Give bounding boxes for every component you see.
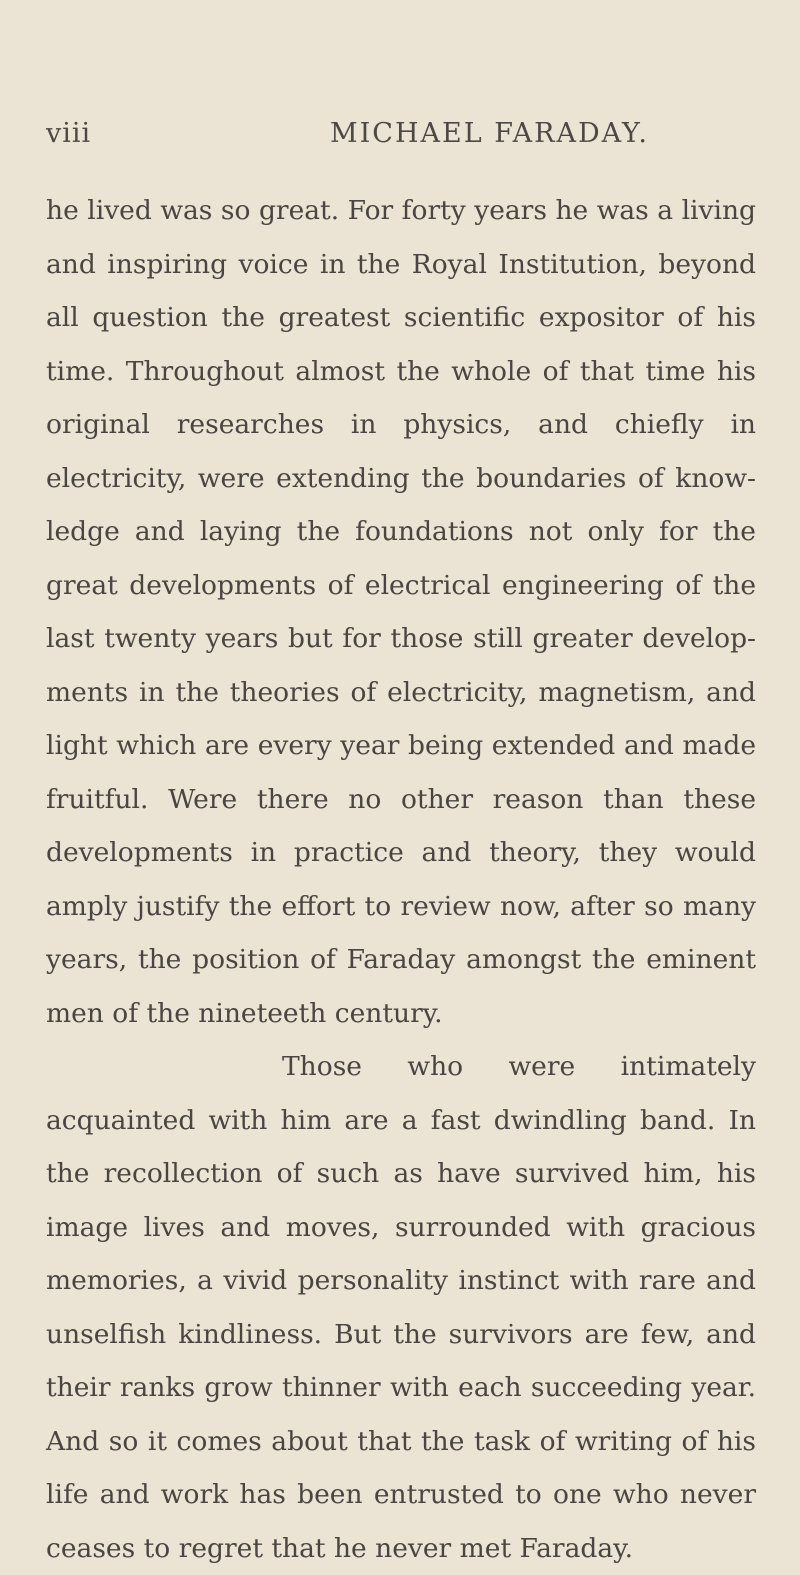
paragraph: Those who were intimately acquainted with him are a fast dwindling band. In the recollection of such as have survived him, his image lives and moves, surrounded with gracious memories, a vivid personality instinct with rare and unselfish kindliness. But the survivors are few, and their ranks grow thinner with each succeeding year. And so it comes about that the task of writing of his life and work has been entrusted to one who never ceases to regret that he never met Faraday. <box>46 1051 756 1564</box>
body-text <box>46 184 756 1575</box>
paragraph-continued: he lived was so great. For forty years he was a living and inspiring voice in the Royal Institution, beyond all question the greatest scientific expositor of his time. Throughout almost the whole of that time his original researches in physics, and chiefly in electricity, were extending the boundaries of know-ledge and laying the foundations not only for the great developments of electrical engineering of the last twenty years but for those still greater develop-ments in the theories of electricity, magnetism, and light which are every year being extended and made fruitful. Were there no other reason than these developments in practice and theory, they would amply justify the effort to review now, after so many years, the position of Faraday amongst the eminent men of the nineteeth century. <box>46 195 756 1029</box>
running-title: MICHAEL FARADAY. <box>330 118 649 149</box>
page-number: viii <box>46 118 92 149</box>
running-head <box>46 118 756 154</box>
